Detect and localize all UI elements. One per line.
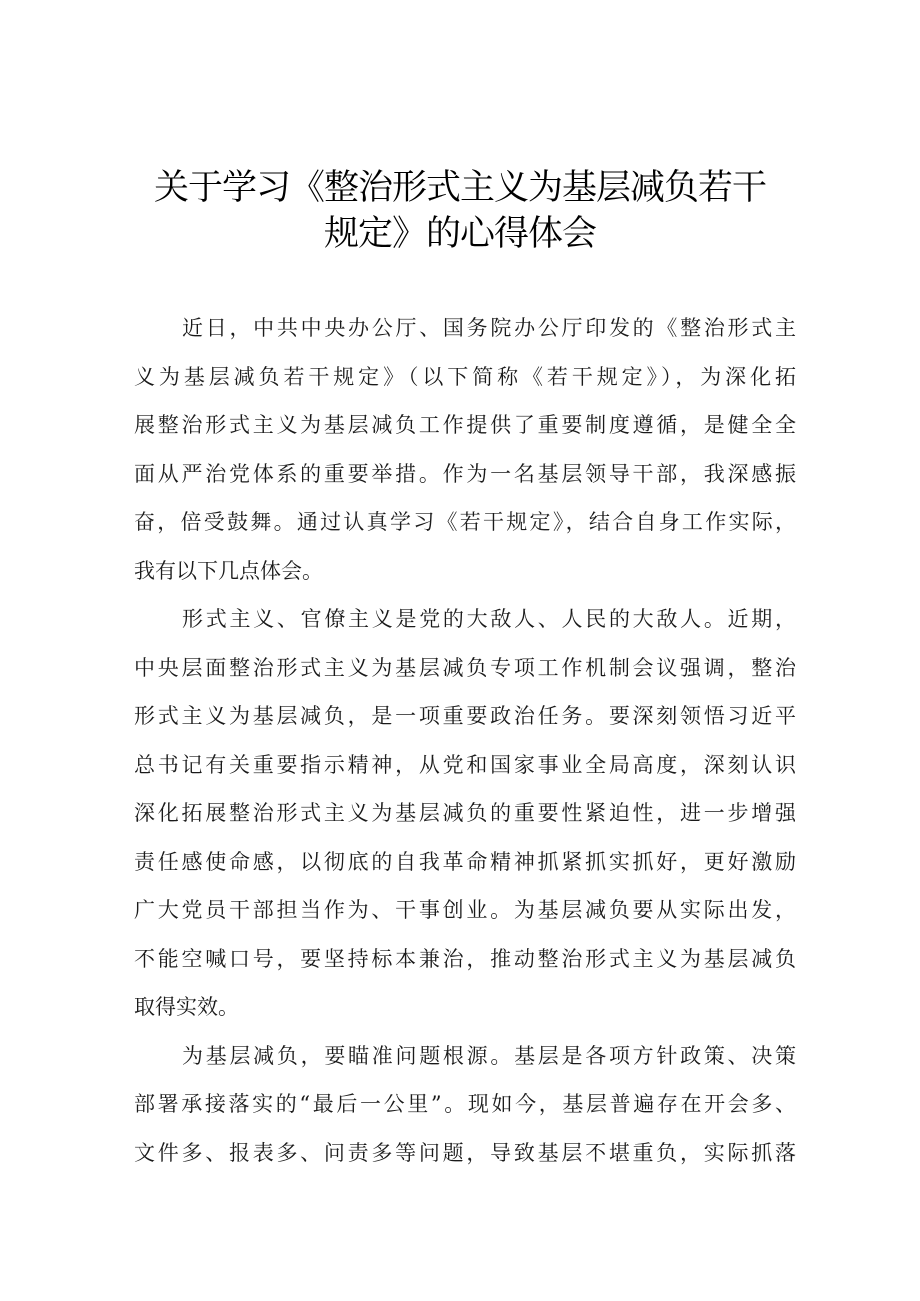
paragraph-1-line: 义为基层减负若干规定》（以下简称《若干规定》），为深化拓 [134, 364, 796, 389]
paragraph-1-line: 近日，中共中央办公厅、国务院办公厅印发的《整治形式主 [182, 316, 796, 340]
document-title-line-1: 关于学习《整治形式主义为基层减负若干 [153, 168, 766, 208]
paragraph-2-line: 总书记有关重要指示精神，从党和国家事业全局高度，深刻认识 [134, 752, 796, 777]
document-body [134, 304, 796, 1177]
paragraph-3-line: 文件多、报表多、问责多等问题，导致基层不堪重负，实际抓落 [134, 1140, 796, 1165]
paragraph-2-line: 形式主义、官僚主义是党的大敌人、人民的大敌人。近期， [182, 607, 796, 631]
paragraph-2-line: 不能空喊口号，要坚持标本兼治，推动整治形式主义为基层减负 [134, 946, 796, 971]
paragraph-2-line: 责任感使命感，以彻底的自我革命精神抓紧抓实抓好，更好激励 [134, 849, 796, 874]
paragraph-1-line: 面从严治党体系的重要举措。作为一名基层领导干部，我深感振 [134, 461, 796, 486]
paragraph-1-line: 奋，倍受鼓舞。通过认真学习《若干规定》，结合自身工作实际， [134, 510, 796, 534]
paragraph-1-line: 展整治形式主义为基层减负工作提供了重要制度遵循，是健全全 [134, 413, 796, 437]
paragraph-2-line: 广大党员干部担当作为、干事创业。为基层减负要从实际出发， [134, 898, 796, 922]
paragraph-3-line: 为基层减负，要瞄准问题根源。基层是各项方针政策、决策 [182, 1043, 796, 1068]
paragraph-2-line: 深化拓展整治形式主义为基层减负的重要性紧迫性，进一步增强 [134, 801, 796, 825]
paragraph-3-line: 部署承接落实的“最后一公里”。现如今，基层普遍存在开会多、 [134, 1092, 796, 1116]
paragraph-2-line: 形式主义为基层减负，是一项重要政治任务。要深刻领悟习近平 [134, 704, 796, 728]
paragraph-2-line: 取得实效。 [134, 995, 239, 1019]
paragraph-2-line: 中央层面整治形式主义为基层减负专项工作机制会议强调，整治 [134, 655, 796, 680]
document-title-line-2: 规定》的心得体会 [323, 214, 596, 254]
paragraph-1-line: 我有以下几点体会。 [134, 558, 323, 583]
